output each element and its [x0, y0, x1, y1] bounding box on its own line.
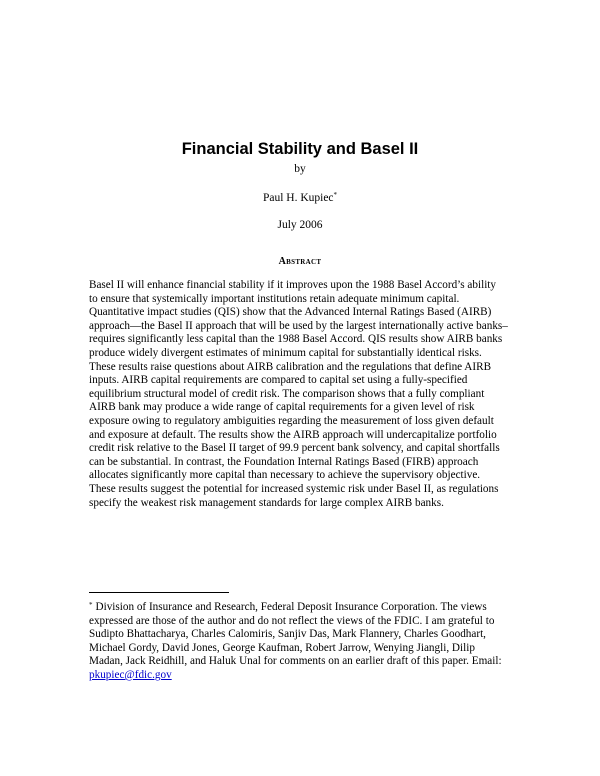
abstract-line: exposure owing to regulatory ambiguities regarding the measurement of loss given default [89, 414, 494, 427]
abstract-line: credit risk relative to the Basel II target of 99.9 percent bank solvency, and capital shortfalls [89, 442, 500, 455]
footnote [89, 601, 534, 683]
email-link[interactable]: pkupiec@fdic.gov [89, 668, 172, 681]
footnote-line: Madan, Jack Reidhill, and Haluk Unal for comments on an earlier draft of this paper. Email: [89, 655, 502, 668]
footnote-email-line [89, 669, 534, 683]
footnote-line: Sudipto Bhattacharya, Charles Calomiris, Sanjiv Das, Mark Flannery, Charles Goodhart, [89, 628, 486, 641]
footnote-line: Michael Gordy, David Jones, George Kaufman, Robert Jarrow, Wenying Jiangli, Dilip [89, 641, 475, 654]
abstract-line: to ensure that systemically important institutions retain adequate minimum capital. [89, 292, 460, 305]
abstract-line: Basel II will enhance financial stability if it improves upon the 1988 Basel Accord’s ability [89, 279, 497, 291]
paper-title: Financial Stability and Basel II [181, 140, 419, 158]
abstract-body [89, 279, 529, 510]
abstract-line: AIRB bank may produce a wide range of capital requirements for a given level of risk [89, 401, 475, 414]
abstract-line: allocates significantly more capital than necessary to achieve the supervisory objective. [89, 469, 481, 482]
footnote-mark: * [89, 601, 93, 609]
footnote-line: expressed are those of the author and do not reflect the views of the FDIC. I am grateful to [89, 614, 495, 627]
abstract-line: requires significantly less capital than the 1988 Basel Accord. QIS results show AIRB banks [89, 333, 503, 346]
by-line: by [294, 163, 306, 175]
publication-date: July 2006 [277, 219, 323, 231]
abstract-line: These results suggest the potential for increased systemic risk under Basel II, as regulations [89, 482, 499, 495]
author-footnote-mark: * [333, 191, 338, 199]
abstract-line: These results raise questions about AIRB calibration and the regulations that define AIRB [89, 360, 492, 373]
author-name-text: Paul H. Kupiec [262, 192, 334, 204]
abstract-line: produce widely divergent estimates of minimum capital for substantially identical risks. [89, 346, 482, 359]
abstract-line: inputs. AIRB capital requirements are compared to capital set using a fully-specified [89, 374, 468, 387]
footnote-line-text: Division of Insurance and Research, Federal Deposit Insurance Corporation. The views [95, 601, 487, 613]
abstract-line: Quantitative impact studies (QIS) show that the Advanced Internal Ratings Based (AIRB) [89, 306, 492, 319]
abstract-line: approach—the Basel II approach that will be used by the largest internationally active banks– [89, 319, 508, 332]
footnote-divider [89, 592, 229, 593]
abstract-line: specify the weakest risk management standards for large complex AIRB banks. [89, 496, 444, 509]
abstract-line: equilibrium structural model of credit risk. The comparison shows that a fully compliant [89, 387, 485, 400]
footnote-line [89, 601, 534, 615]
abstract-heading: Abstract [278, 256, 322, 267]
author-name [0, 191, 600, 205]
abstract-line: and exposure at default. The results show the AIRB approach will undercapitalize portfolio [89, 428, 497, 441]
abstract-line: can be substantial. In contrast, the Foundation Internal Ratings Based (FIRB) approach [89, 455, 479, 468]
